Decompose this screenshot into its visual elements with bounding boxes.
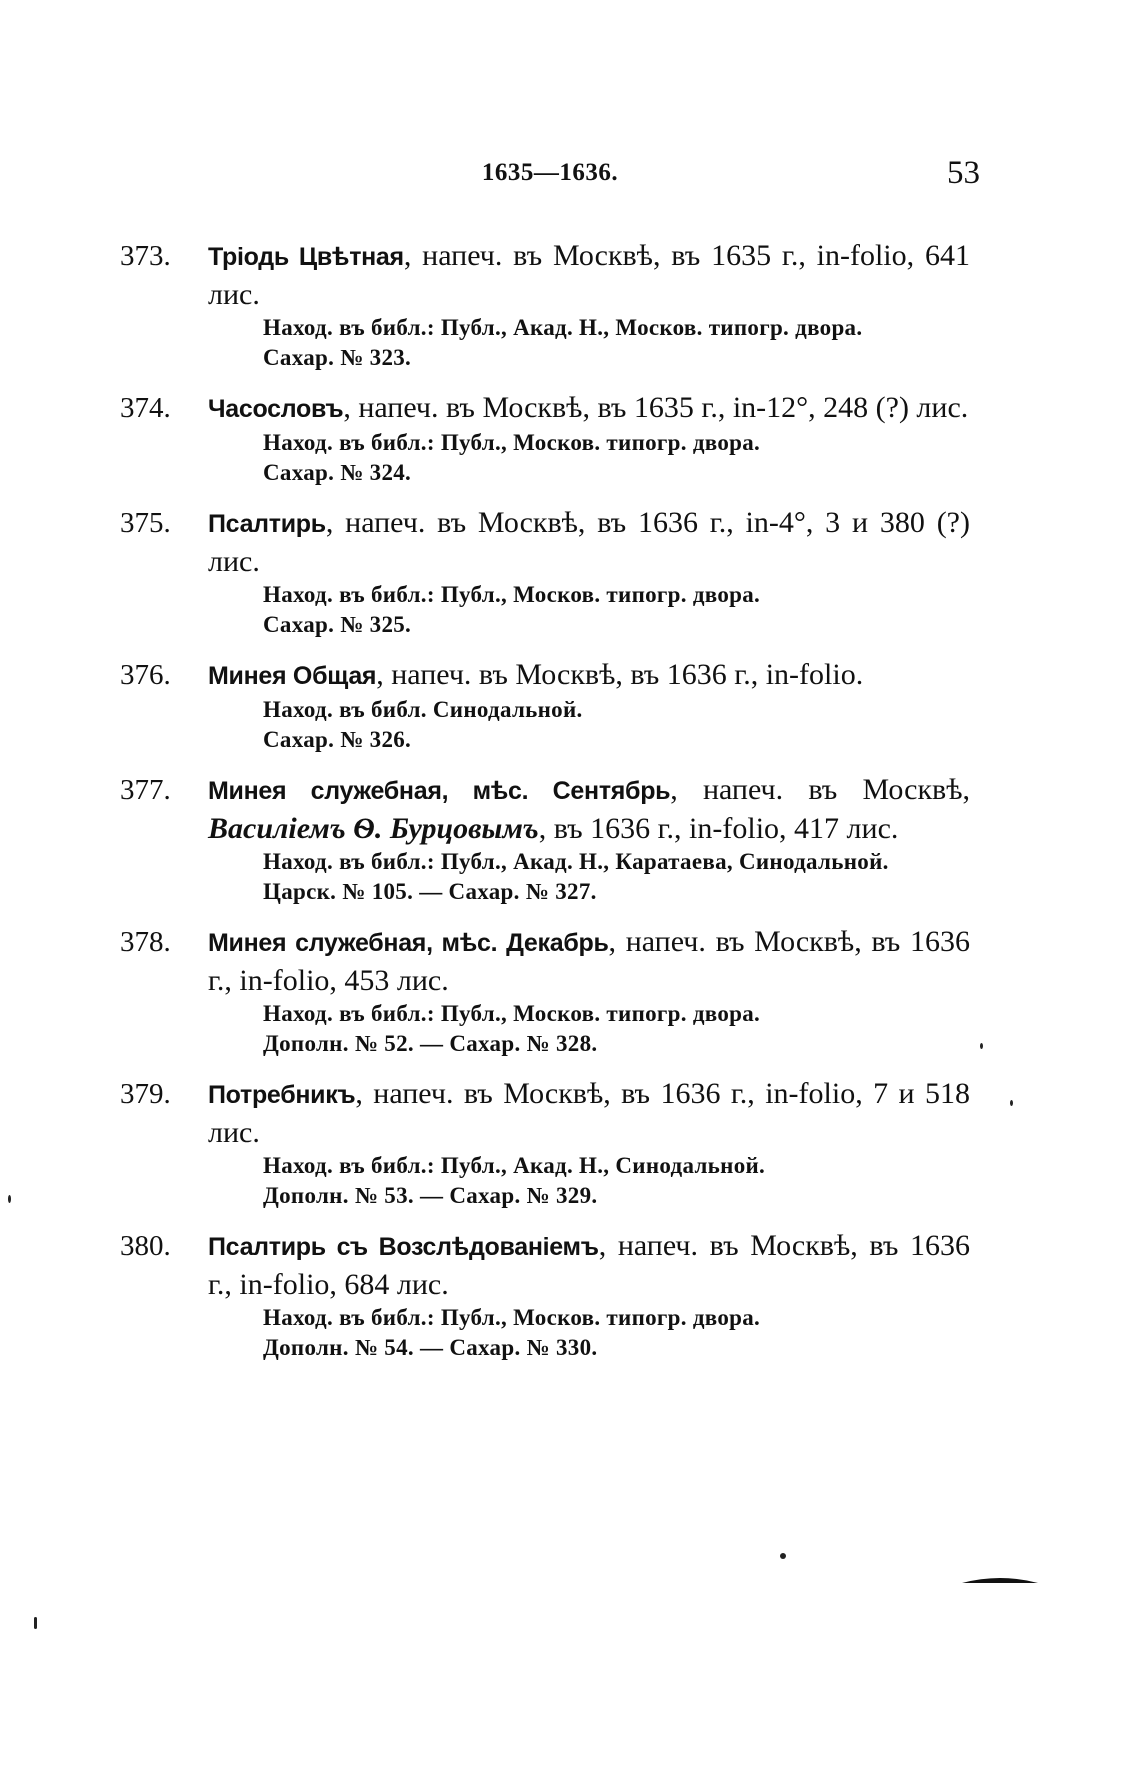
entry-379 <box>120 1075 970 1211</box>
entry-description: , въ 1636 г., in-folio, 417 лис. <box>538 812 899 845</box>
entry-description: , напеч. въ Москвѣ, въ 1636 г., in-folio, 684 лис. <box>208 1229 970 1301</box>
entry-location: Наход. въ библ.: Публ., Акад. Н., Каратаева, Синодальной. <box>263 849 889 874</box>
entry-location: Наход. въ библ.: Публ., Москов. типогр. двора. <box>263 430 761 455</box>
entry-number: 376. <box>120 659 171 691</box>
scan-speck <box>980 1043 983 1049</box>
entry-description: , напеч. въ Москвѣ, въ 1636 г., in-folio, 453 лис. <box>208 925 970 997</box>
entry-location: Наход. въ библ.: Публ., Москов. типогр. двора. <box>263 1001 761 1026</box>
entry-references: Царск. № 105. — Сахар. № 327. <box>263 879 597 904</box>
entry-location: Наход. въ библ.: Публ., Москов. типогр. двора. <box>263 1305 761 1330</box>
entry-373 <box>120 237 970 373</box>
end-ornament-icon <box>960 1575 1040 1585</box>
entry-380 <box>120 1227 970 1363</box>
entry-title: Минея служебная, мѣс. Декабрь <box>208 929 609 957</box>
entry-title: Псалтирь <box>208 510 326 538</box>
entry-title: Тріодь Цвѣтная <box>208 243 404 271</box>
entry-references: Сахар. № 325. <box>263 612 412 637</box>
entry-references: Дополн. № 52. — Сахар. № 328. <box>263 1031 598 1056</box>
entry-374 <box>120 389 970 488</box>
entry-title: Минея служебная, мѣс. Сентябрь <box>208 777 671 805</box>
entry-references: Сахар. № 324. <box>263 460 412 485</box>
bibliography-list <box>120 237 970 1379</box>
entry-title: Потребникъ <box>208 1081 356 1109</box>
entry-title: Часословъ <box>208 395 344 423</box>
entry-number: 377. <box>120 774 171 806</box>
running-head <box>120 155 980 195</box>
entry-description: , напеч. въ Москвѣ, въ 1635 г., in-folio, 641 лис. <box>208 239 970 311</box>
entry-number: 380. <box>120 1230 171 1262</box>
entry-description: , напеч. въ Москвѣ, въ 1635 г., in-12°, 248 (?) лис. <box>343 391 969 424</box>
entry-description: , напеч. въ Москвѣ, въ 1636 г., in-4°, 3 и 380 (?) лис. <box>208 506 970 578</box>
entry-number: 378. <box>120 926 171 958</box>
page-header-years: 1635—1636. <box>481 159 619 186</box>
entry-references: Сахар. № 323. <box>263 345 412 370</box>
entry-378 <box>120 923 970 1059</box>
entry-377 <box>120 771 970 907</box>
entry-description: , напеч. въ Москвѣ, въ 1636 г., in-folio. <box>376 658 864 691</box>
entry-description: , напеч. въ Москвѣ, въ 1636 г., in-folio, 7 и 518 лис. <box>208 1077 970 1149</box>
entry-number: 379. <box>120 1078 171 1110</box>
entry-number: 373. <box>120 240 171 272</box>
scan-speck <box>780 1553 786 1559</box>
entry-375 <box>120 504 970 640</box>
entry-location: Наход. въ библ. Синодальной. <box>263 697 583 722</box>
entry-376 <box>120 656 970 755</box>
entry-references: Дополн. № 53. — Сахар. № 329. <box>263 1183 598 1208</box>
entry-location: Наход. въ библ.: Публ., Акад. Н., Синодальной. <box>263 1153 766 1178</box>
entry-title: Минея Общая <box>208 662 377 690</box>
scan-speck <box>34 1617 37 1629</box>
scan-speck <box>8 1195 11 1203</box>
entry-references: Дополн. № 54. — Сахар. № 330. <box>263 1335 598 1360</box>
entry-description-a: , напеч. въ Москвѣ, <box>670 773 970 806</box>
scan-speck <box>1010 1100 1013 1106</box>
page-number: 53 <box>947 155 980 191</box>
entry-location: Наход. въ библ.: Публ., Акад. Н., Москов. типогр. двора. <box>263 315 863 340</box>
entry-title: Псалтирь съ Возслѣдованіемъ <box>208 1233 599 1261</box>
entry-printer: Василіемъ Ѳ. Бурцовымъ <box>208 812 539 845</box>
entry-number: 374. <box>120 392 171 424</box>
entry-references: Сахар. № 326. <box>263 727 412 752</box>
entry-number: 375. <box>120 507 171 539</box>
entry-location: Наход. въ библ.: Публ., Москов. типогр. двора. <box>263 582 761 607</box>
